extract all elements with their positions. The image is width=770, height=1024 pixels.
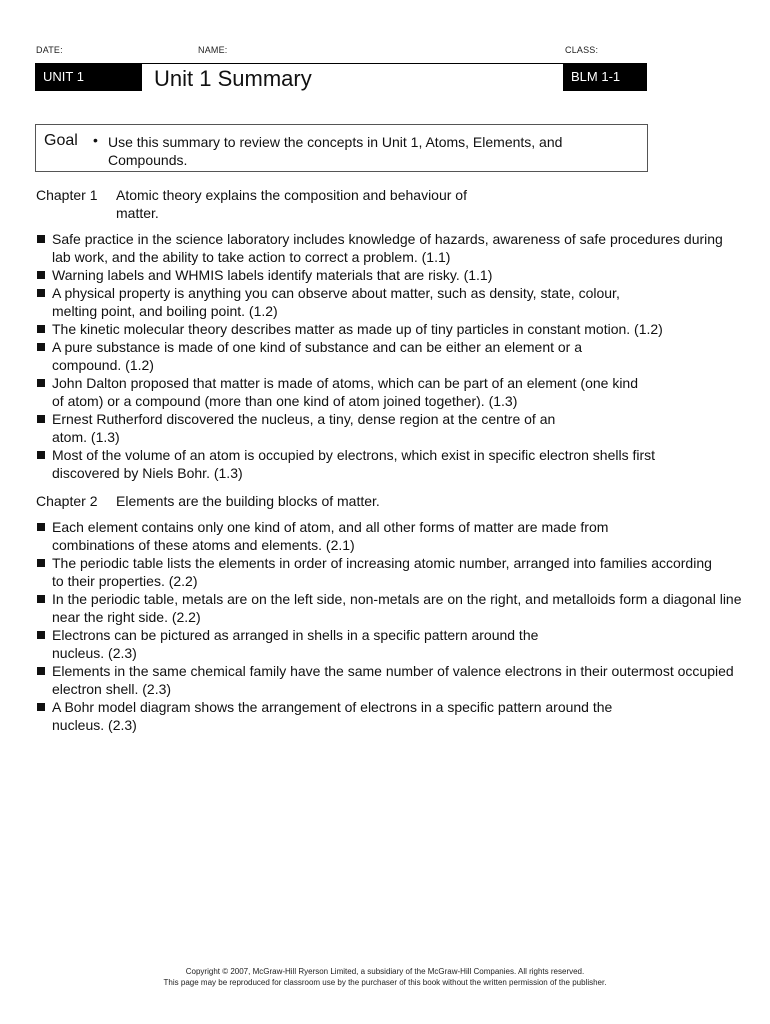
list-item xyxy=(36,320,741,338)
chapter-1-list xyxy=(36,230,741,482)
list-item-text: Warning labels and WHMIS labels identify materials that are risky. (1.1) xyxy=(52,267,493,283)
list-item xyxy=(36,662,752,698)
list-item-text: A Bohr model diagram shows the arrangement of electrons in a specific pattern around the nucleus. (2.3) xyxy=(52,699,613,733)
list-item xyxy=(36,518,672,554)
list-item-text: In the periodic table, metals are on the left side, non-metals are on the right, and metalloids form a diagonal line near the right side. (2.2) xyxy=(52,591,742,625)
list-item xyxy=(36,698,662,734)
list-item-text: Each element contains only one kind of atom, and all other forms of matter are made from combinations of these atoms and elements. (2.1) xyxy=(52,519,609,553)
chapter-number: Chapter 1 xyxy=(36,187,98,203)
list-item xyxy=(36,626,582,662)
list-item xyxy=(36,410,582,446)
goal-text: Use this summary to review the concepts in Unit 1, Atoms, Elements, and Compounds. xyxy=(108,134,563,168)
list-item-text: Ernest Rutherford discovered the nucleus, a tiny, dense region at the centre of an atom. (1.3) xyxy=(52,411,556,445)
chapter-2-heading xyxy=(36,492,496,510)
list-item-text: A physical property is anything you can observe about matter, such as density, state, colour, melting point, and boiling point. (1.2) xyxy=(52,285,620,319)
date-label: DATE: xyxy=(36,45,63,55)
list-item-text: The kinetic molecular theory describes matter as made up of tiny particles in constant motion. (1.2) xyxy=(52,321,663,337)
square-bullet-icon xyxy=(37,325,45,333)
list-item xyxy=(36,374,652,410)
square-bullet-icon xyxy=(37,289,45,297)
square-bullet-icon xyxy=(37,271,45,279)
goal-label: Goal xyxy=(44,132,78,149)
list-item xyxy=(36,590,742,626)
square-bullet-icon xyxy=(37,379,45,387)
reproduction-notice: This page may be reproduced for classroom use by the purchaser of this book without the written permission of the publisher. xyxy=(163,978,607,987)
goal-box xyxy=(35,124,648,172)
list-item-text: Elements in the same chemical family have the same number of valence electrons in their outermost occupied electron shell. (2.3) xyxy=(52,663,734,697)
square-bullet-icon xyxy=(37,703,45,711)
list-item xyxy=(36,284,642,320)
square-bullet-icon xyxy=(37,595,45,603)
chapter-1-heading xyxy=(36,186,496,222)
square-bullet-icon xyxy=(37,343,45,351)
chapter-title: Atomic theory explains the composition and behaviour of matter. xyxy=(116,187,467,221)
list-item xyxy=(36,446,722,482)
list-item-text: Electrons can be pictured as arranged in shells in a specific pattern around the nucleus. (2.3) xyxy=(52,627,539,661)
chapter-title: Elements are the building blocks of matter. xyxy=(116,493,380,509)
goal-bullet-icon: • xyxy=(93,132,98,148)
square-bullet-icon xyxy=(37,235,45,243)
class-label: CLASS: xyxy=(565,45,599,55)
square-bullet-icon xyxy=(37,667,45,675)
page-title: Unit 1 Summary xyxy=(154,66,312,91)
list-item-text: Most of the volume of an atom is occupied by electrons, which exist in specific electron shells first discovered by Niels Bohr. (1.3) xyxy=(52,447,656,481)
blm-tag: BLM 1-1 xyxy=(563,63,647,91)
square-bullet-icon xyxy=(37,451,45,459)
list-item xyxy=(36,554,722,590)
list-item-text: John Dalton proposed that matter is made of atoms, which can be part of an element (one kind of atom) or a compound (more than one kind of atom joined together). (1.3) xyxy=(52,375,638,409)
list-item xyxy=(36,266,741,284)
square-bullet-icon xyxy=(37,631,45,639)
square-bullet-icon xyxy=(37,415,45,423)
list-item-text: Safe practice in the science laboratory includes knowledge of hazards, awareness of safe procedures during lab work, and the ability to take action to correct a problem. (1.1) xyxy=(52,231,723,265)
copyright-line: Copyright © 2007, McGraw-Hill Ryerson Limited, a subsidiary of the McGraw-Hill Companies. All rights reserved. xyxy=(185,967,585,976)
list-item xyxy=(36,338,627,374)
name-label: NAME: xyxy=(198,45,228,55)
list-item-text: A pure substance is made of one kind of substance and can be either an element or a compound. (1.2) xyxy=(52,339,583,373)
chapter-number: Chapter 2 xyxy=(36,493,98,509)
unit-tag: UNIT 1 xyxy=(35,63,142,91)
square-bullet-icon xyxy=(37,559,45,567)
square-bullet-icon xyxy=(37,523,45,531)
list-item xyxy=(36,230,741,266)
chapter-2-list xyxy=(36,518,741,734)
list-item-text: The periodic table lists the elements in order of increasing atomic number, arranged into families according to their properties. (2.2) xyxy=(52,555,712,589)
